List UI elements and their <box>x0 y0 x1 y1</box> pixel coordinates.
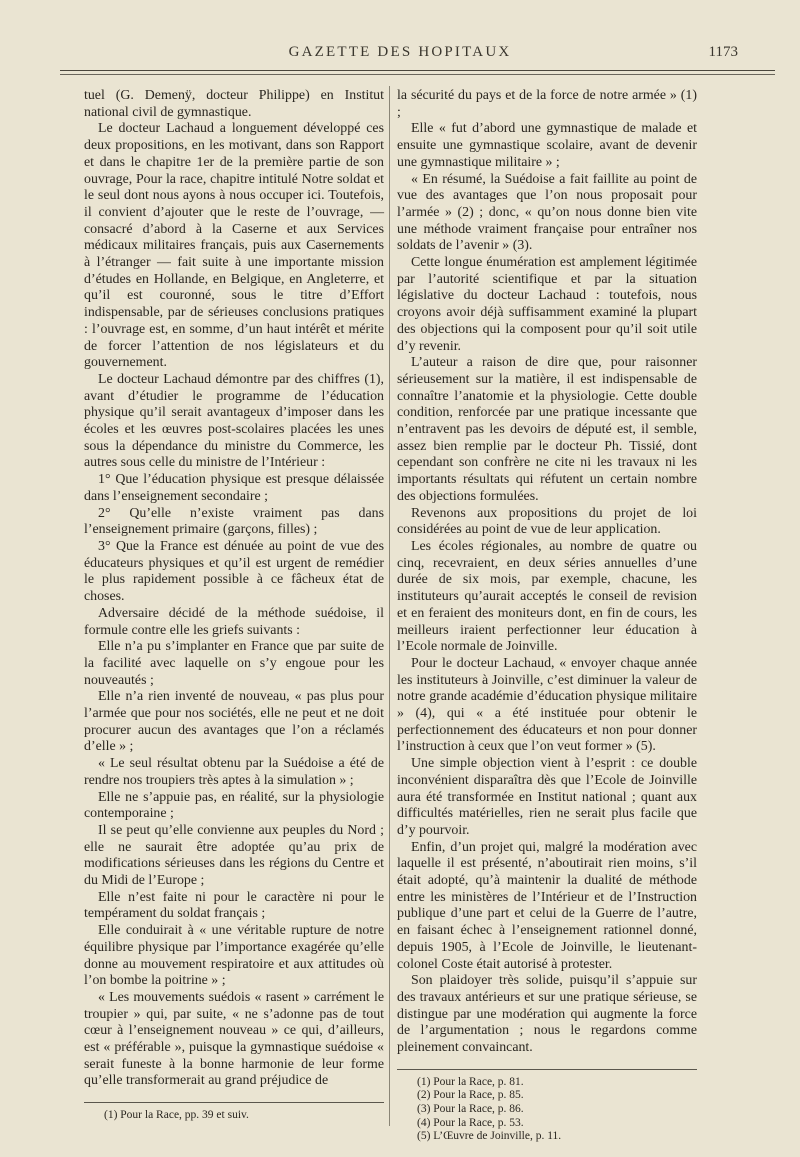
paragraph: 2° Qu’elle n’existe vraiment pas dans l’enseignement primaire (garçons, filles) ; <box>84 505 384 538</box>
paragraph: 1° Que l’éducation physique est presque délaissée dans l’enseignement secondaire ; <box>84 472 384 504</box>
paragraph: 3° Que la France est dénuée au point de vue des éducateurs physiques et qu’il est urgent de remédier le plus rapidement possible à ce fâcheux état de choses. <box>84 538 384 605</box>
footnotes <box>84 1109 384 1123</box>
paragraph: Cette longue énumération est amplement légitimée par l’autorité scientifique et par la situation législative du docteur Lachaud : toutefois, nous croyons avoir déjà suffisamment examiné la plupart des objections qui la composent pour qu’il soit utile d’y revenir. <box>397 255 697 354</box>
page-number: 1173 <box>708 44 738 60</box>
paragraph: « Les mouvements suédois « rasent » carrément le troupier » qui, par suite, « ne s’adonne pas de tout cœur à l’enseignement nouveau » ce qui, d’ailleurs, est « préférable », puisque la gymnastique suédoise « serait funeste à la bonne harmonie de leur forme qu’elle transformerait au grand préjudice de <box>84 989 384 1089</box>
footnote-rule <box>397 1069 697 1070</box>
footnote: (1) Pour la Race, pp. 39 et suiv. <box>104 1109 249 1122</box>
footnote-rule <box>84 1102 384 1103</box>
footnote: (4) Pour la Race, p. 53. <box>417 1116 524 1129</box>
paragraph: la sécurité du pays et de la force de notre armée » (1) ; <box>397 88 697 120</box>
footnote: (5) L’Œuvre de Joinville, p. 11. <box>417 1130 562 1143</box>
paragraph: L’auteur a raison de dire que, pour raisonner sérieusement sur la matière, il est indispensable de connaître l’anatomie et la physiologie. Cette double condition, renforcée par une pratique incessante que n’entravent pas les devoirs de député est, il semble, assez bien remplie par le docteur Ph. Tissié, dont cependant son confrère ne cite ni les travaux ni les importants résultats qui réfutent un certain nombre des objections formulées. <box>397 355 697 504</box>
running-header-title: GAZETTE DES HOPITAUX <box>288 44 512 60</box>
paragraph: « Le seul résultat obtenu par la Suédoise a été de rendre nos troupiers très aptes à la simulation » ; <box>84 756 384 788</box>
paragraph: Elle « fut d’abord une gymnastique de malade et ensuite une gymnastique scolaire, avant de devenir une gymnastique militaire » ; <box>397 121 697 170</box>
paragraph: Adversaire décidé de la méthode suédoise, il formule contre elle les griefs suivants : <box>84 605 384 638</box>
paragraph: Elle n’a pu s’implanter en France que par suite de la facilité avec laquelle on s’y engoue pour les nouveautés ; <box>84 639 384 688</box>
footnote: (1) Pour la Race, p. 81. <box>417 1075 524 1088</box>
column-divider <box>389 86 390 1126</box>
footnote: (3) Pour la Race, p. 86. <box>417 1102 524 1115</box>
header-double-rule <box>60 70 775 75</box>
paragraph: Enfin, d’un projet qui, malgré la modération avec laquelle il est présenté, n’aboutirait rien moins, s’il était adopté, qu’à maintenir la dualité de méthode entre les ministères de l’Intérieur et de l’Instruction publique d’une part et celui de la Guerre de l’autre, en faisant échec à l’enseignement rationnel donné, depuis 1905, à l’Ecole de Joinville, le lieutenant-colonel Coste était autorisé à protester. <box>397 839 697 972</box>
left-column <box>84 88 384 1123</box>
footnote: (2) Pour la Race, p. 85. <box>417 1089 524 1102</box>
paragraph: Elle n’a rien inventé de nouveau, « pas plus pour l’armée que pour nos sociétés, elle ne peut et ne doit procurer aucun des avantages que l’on a réclamés d’elle » ; <box>84 689 384 755</box>
paragraph: Il se peut qu’elle convienne aux peuples du Nord ; elle ne saurait être adoptée qu’au prix de modifications sérieuses dans les régions du Centre et du Midi de l’Europe ; <box>84 822 384 889</box>
paragraph: « En résumé, la Suédoise a fait faillite au point de vue des avantages que l’on nous proposait pour l’armée » (2) ; donc, « qu’on nous donne bien vite une méthode vraiment française pour entraîner nos soldats de l’avenir » (3). <box>397 171 697 254</box>
paragraph: Pour le docteur Lachaud, « envoyer chaque année les instituteurs à Joinville, c’est diminuer la valeur de notre grande académie d’éducation physique militaire » (4), qui « a été instituée pour obtenir le perfectionnement des éducateurs et non pour donner l’instruction à ceux que l’on veut former » (5). <box>397 655 697 755</box>
paragraph: Les écoles régionales, au nombre de quatre ou cinq, recevraient, en deux séries annuelles d’une durée de six mois, par exemple, chacune, les instituteurs qu’aurait acceptés le conseil de revision et en feraient des moniteurs dont, en fin de cours, les meilleurs iraient perfectionner leur éducation à l’Ecole normale de Joinville. <box>397 538 697 655</box>
paragraph: Elle ne s’appuie pas, en réalité, sur la physiologie contemporaine ; <box>84 789 384 822</box>
paragraph: Son plaidoyer très solide, puisqu’il s’appuie sur des travaux antérieurs et sur une pratique sérieuse, se distingue par une modération qui augmente la force de l’argumentation ; nous le regardons comme pleinement convaincant. <box>397 973 697 1056</box>
paragraph: Elle n’est faite ni pour le caractère ni pour le tempérament du soldat français ; <box>84 889 384 922</box>
footnotes <box>397 1076 697 1144</box>
paragraph: Elle conduirait à « une véritable rupture de notre équilibre physique par l’importance exagérée qu’elle donne au mouvement respiratoire et aux attitudes où l’on bombe la poitrine » ; <box>84 923 384 989</box>
paragraph: Le docteur Lachaud démontre par des chiffres (1), avant d’étudier le programme de l’éducation physique qu’il serait avantageux d’imposer dans les écoles et les œuvres post-scolaires placées les unes sous la dépendance du ministre du Commerce, les autres sous celle du ministre de l’Intérieur : <box>84 371 384 471</box>
paragraph: Revenons aux propositions du projet de loi considérées au point de vue de leur application. <box>397 505 697 538</box>
paragraph: Le docteur Lachaud a longuement développé ces deux propositions, en les motivant, dans son Rapport et dans le chapitre 1er de la première partie de son ouvrage, Pour la race, chapitre intitulé Notre soldat et le seul dont nous ayons à nous occuper ici. Toutefois, il convient d’ajouter que le reste de l’ouvrage, — consacré d’abord à la Caserne et aux Services médicaux militaires français, puis aux Casernements à l’étranger — fait suite à une importante mission d’études en Hollande, en Belgique, en Angleterre, et qu’il est couronné, sous le titre d’Effort indispensable, par de sérieuses conclusions pratiques : l’ouvrage est, en somme, d’un haut intérêt et mérite de forcer l’attention de nos législateurs et du gouvernement. <box>84 121 384 371</box>
paragraph: Une simple objection vient à l’esprit : ce double inconvénient disparaîtra dès que l’Ecole de Joinville aura été transformée en Institut national ; quant aux difficultés matérielles, rien ne serait plus facile que d’y pourvoir. <box>397 756 697 838</box>
right-column <box>397 88 697 1144</box>
paragraph: tuel (G. Demenÿ, docteur Philippe) en Institut national civil de gymnastique. <box>84 88 384 120</box>
